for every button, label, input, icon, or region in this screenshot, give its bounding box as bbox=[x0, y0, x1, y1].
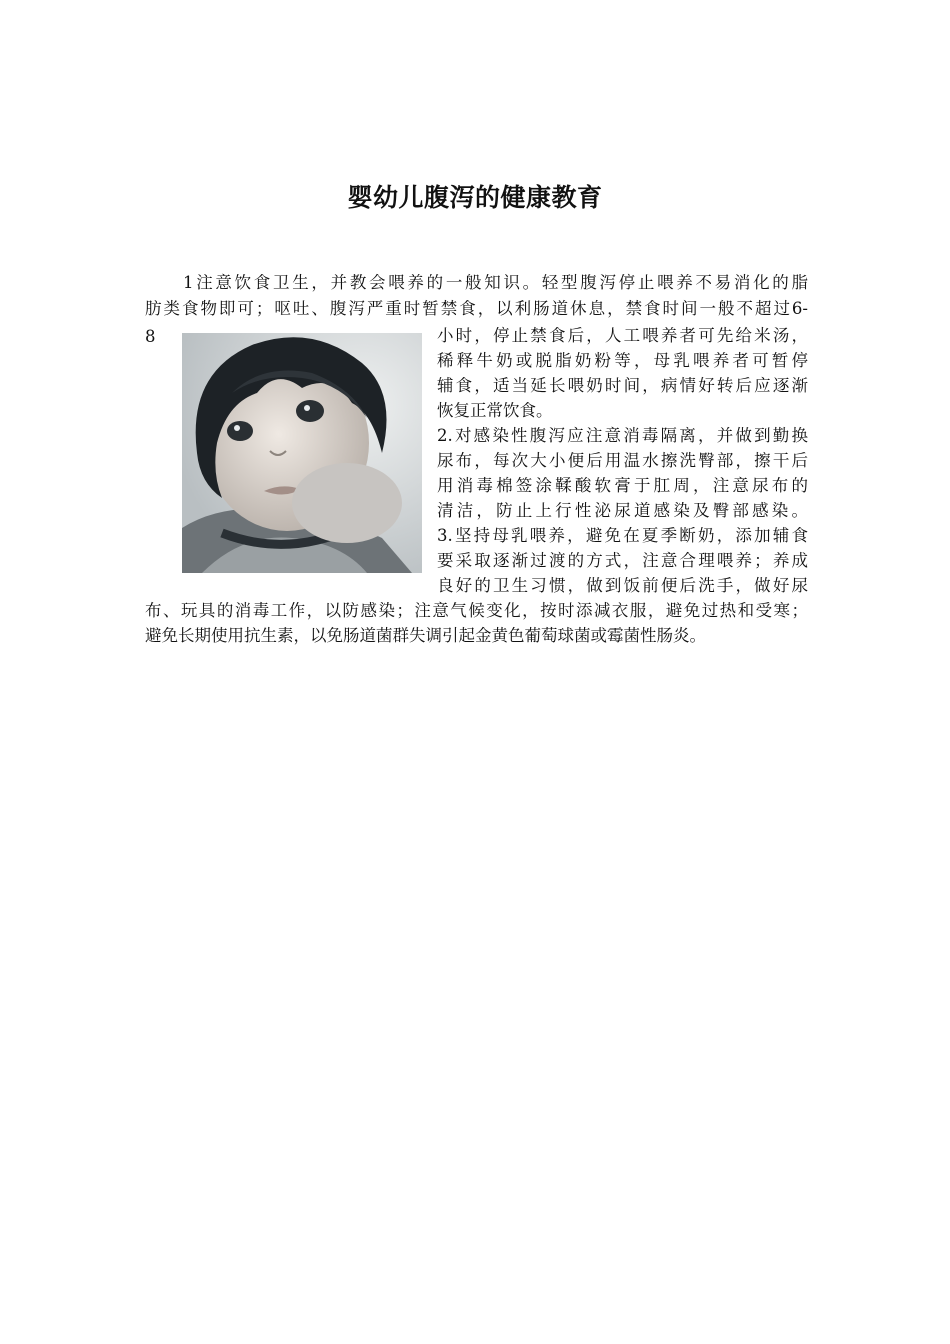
paragraph-line: 用消毒棉签涂鞣酸软膏于肛周，注意尿布的 bbox=[437, 476, 808, 495]
paragraph-line: 肪类食物即可；呕吐、腹泻严重时暂禁食，以利肠道休息，禁食时间一般不超过6- bbox=[145, 299, 808, 318]
paragraph-line: 避免长期使用抗生素，以免肠道菌群失调引起金黄色葡萄球菌或霉菌性肠炎。 bbox=[145, 626, 706, 645]
paragraph-line: 尿布，每次大小便后用温水擦洗臀部，擦干后 bbox=[437, 451, 808, 470]
paragraph-line: 恢复正常饮食。 bbox=[437, 401, 553, 420]
paragraph-line: 小时，停止禁食后，人工喂养者可先给米汤， bbox=[437, 326, 808, 345]
paragraph-line: 清洁，防止上行性泌尿道感染及臀部感染。 bbox=[437, 501, 808, 520]
paragraph-line: 1注意饮食卫生，并教会喂养的一般知识。轻型腹泻停止喂养不易消化的脂 bbox=[183, 273, 808, 292]
paragraph-line: 良好的卫生习惯，做到饭前便后洗手，做好尿 bbox=[437, 576, 808, 595]
child-photo bbox=[182, 333, 422, 573]
paragraph-line: 稀释牛奶或脱脂奶粉等，母乳喂养者可暂停 bbox=[437, 351, 808, 370]
paragraph-line: 要采取逐渐过渡的方式，注意合理喂养；养成 bbox=[437, 551, 808, 570]
paragraph-line: 2.对感染性腹泻应注意消毒隔离，并做到勤换 bbox=[437, 426, 808, 445]
paragraph-line: 辅食，适当延长喂奶时间，病情好转后应逐渐 bbox=[437, 376, 808, 395]
paragraph-line: 布、玩具的消毒工作，以防感染；注意气候变化，按时添减衣服，避免过热和受寒； bbox=[145, 601, 808, 620]
page-title: 婴幼儿腹泻的健康教育 bbox=[347, 183, 603, 212]
paragraph-line: 3.坚持母乳喂养，避免在夏季断奶，添加辅食 bbox=[437, 526, 808, 545]
paragraph-line: 8 bbox=[145, 327, 156, 346]
